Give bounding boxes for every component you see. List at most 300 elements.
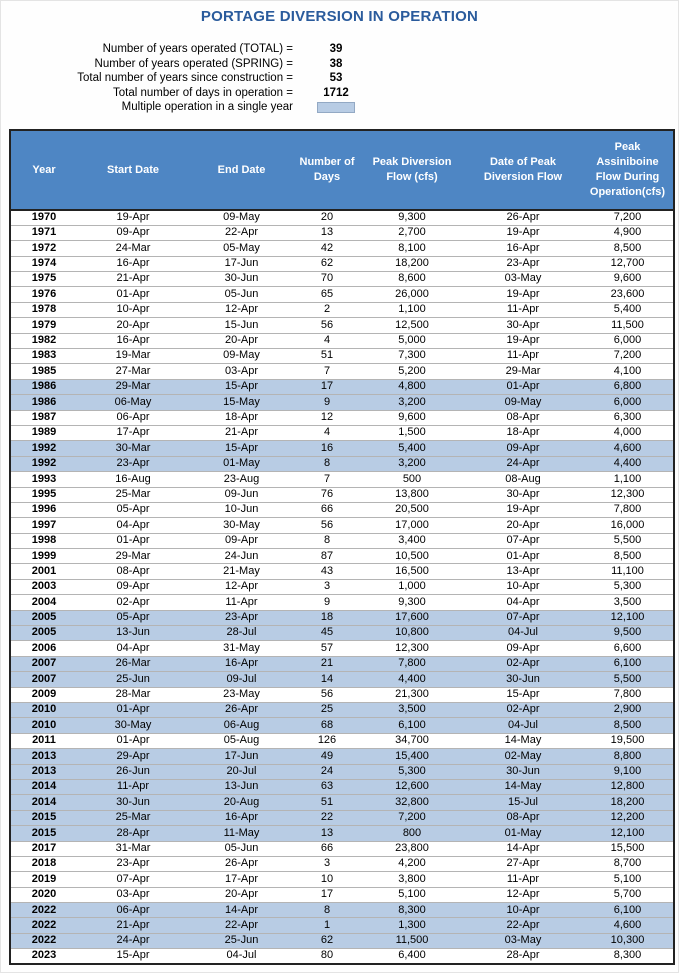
table-row	[10, 456, 674, 471]
cell-year: 1993	[10, 472, 77, 487]
cell-days: 9	[294, 595, 360, 610]
cell-year: 2013	[10, 764, 77, 779]
cell-year: 2023	[10, 949, 77, 964]
cell-peak-date: 03-May	[464, 272, 582, 287]
cell-assiniboine-flow: 16,000	[582, 518, 674, 533]
cell-peak-flow: 8,300	[360, 903, 464, 918]
cell-days: 17	[294, 379, 360, 394]
cell-peak-date: 07-Apr	[464, 533, 582, 548]
cell-assiniboine-flow: 1,100	[582, 472, 674, 487]
cell-year: 2005	[10, 626, 77, 641]
cell-year: 1983	[10, 349, 77, 364]
cell-peak-flow: 15,400	[360, 749, 464, 764]
cell-days: 8	[294, 456, 360, 471]
cell-peak-flow: 3,500	[360, 703, 464, 718]
cell-year: 2004	[10, 595, 77, 610]
cell-days: 63	[294, 779, 360, 794]
cell-peak-date: 14-May	[464, 779, 582, 794]
cell-assiniboine-flow: 11,100	[582, 564, 674, 579]
cell-peak-flow: 6,400	[360, 949, 464, 964]
cell-assiniboine-flow: 4,600	[582, 441, 674, 456]
cell-year: 2015	[10, 810, 77, 825]
cell-peak-flow: 8,100	[360, 241, 464, 256]
cell-assiniboine-flow: 8,300	[582, 949, 674, 964]
table-row	[10, 379, 674, 394]
cell-end-date: 16-Apr	[189, 810, 294, 825]
cell-days: 7	[294, 364, 360, 379]
table-row	[10, 779, 674, 794]
cell-days: 24	[294, 764, 360, 779]
cell-end-date: 22-Apr	[189, 918, 294, 933]
table-row	[10, 703, 674, 718]
table-row	[10, 918, 674, 933]
cell-year: 2020	[10, 887, 77, 902]
cell-year: 1986	[10, 379, 77, 394]
cell-end-date: 21-May	[189, 564, 294, 579]
table-row	[10, 841, 674, 856]
cell-peak-date: 19-Apr	[464, 333, 582, 348]
cell-end-date: 05-Jun	[189, 287, 294, 302]
cell-start-date: 01-Apr	[77, 733, 189, 748]
cell-peak-date: 02-Apr	[464, 656, 582, 671]
cell-year: 2005	[10, 610, 77, 625]
cell-assiniboine-flow: 7,800	[582, 502, 674, 517]
cell-assiniboine-flow: 6,100	[582, 656, 674, 671]
cell-start-date: 20-Apr	[77, 318, 189, 333]
summary-label: Number of years operated (TOTAL) =	[102, 43, 293, 56]
cell-peak-flow: 10,800	[360, 626, 464, 641]
summary-block	[1, 42, 379, 115]
cell-peak-flow: 5,100	[360, 887, 464, 902]
table-row	[10, 256, 674, 271]
cell-days: 70	[294, 272, 360, 287]
cell-assiniboine-flow: 4,000	[582, 425, 674, 440]
cell-start-date: 09-Apr	[77, 579, 189, 594]
cell-assiniboine-flow: 7,200	[582, 210, 674, 225]
cell-peak-flow: 20,500	[360, 502, 464, 517]
cell-days: 3	[294, 579, 360, 594]
cell-start-date: 25-Jun	[77, 672, 189, 687]
cell-days: 62	[294, 256, 360, 271]
cell-year: 1998	[10, 533, 77, 548]
cell-end-date: 11-Apr	[189, 595, 294, 610]
cell-start-date: 10-Apr	[77, 302, 189, 317]
cell-assiniboine-flow: 5,400	[582, 302, 674, 317]
cell-assiniboine-flow: 6,100	[582, 903, 674, 918]
cell-peak-date: 14-May	[464, 733, 582, 748]
cell-assiniboine-flow: 6,800	[582, 379, 674, 394]
cell-start-date: 28-Apr	[77, 826, 189, 841]
cell-end-date: 17-Jun	[189, 256, 294, 271]
cell-assiniboine-flow: 8,500	[582, 549, 674, 564]
cell-peak-date: 10-Apr	[464, 579, 582, 594]
cell-start-date: 01-Apr	[77, 533, 189, 548]
cell-days: 10	[294, 872, 360, 887]
cell-days: 13	[294, 826, 360, 841]
cell-assiniboine-flow: 9,500	[582, 626, 674, 641]
cell-days: 80	[294, 949, 360, 964]
cell-assiniboine-flow: 8,500	[582, 718, 674, 733]
cell-peak-date: 09-Apr	[464, 441, 582, 456]
table-row	[10, 872, 674, 887]
cell-end-date: 26-Apr	[189, 703, 294, 718]
cell-peak-date: 18-Apr	[464, 425, 582, 440]
cell-peak-date: 15-Apr	[464, 687, 582, 702]
cell-end-date: 23-May	[189, 687, 294, 702]
cell-assiniboine-flow: 4,900	[582, 225, 674, 240]
cell-end-date: 24-Jun	[189, 549, 294, 564]
cell-start-date: 29-Apr	[77, 749, 189, 764]
table-row	[10, 349, 674, 364]
cell-assiniboine-flow: 3,500	[582, 595, 674, 610]
cell-peak-date: 08-Aug	[464, 472, 582, 487]
cell-end-date: 01-May	[189, 456, 294, 471]
cell-peak-date: 15-Jul	[464, 795, 582, 810]
cell-start-date: 17-Apr	[77, 425, 189, 440]
cell-days: 51	[294, 349, 360, 364]
cell-days: 1	[294, 918, 360, 933]
cell-assiniboine-flow: 12,300	[582, 487, 674, 502]
cell-end-date: 09-Apr	[189, 533, 294, 548]
cell-peak-date: 11-Apr	[464, 349, 582, 364]
cell-days: 87	[294, 549, 360, 564]
cell-days: 8	[294, 533, 360, 548]
cell-year: 2013	[10, 749, 77, 764]
cell-peak-date: 19-Apr	[464, 502, 582, 517]
cell-peak-flow: 5,300	[360, 764, 464, 779]
cell-end-date: 09-May	[189, 349, 294, 364]
summary-row	[1, 57, 379, 72]
table-row	[10, 441, 674, 456]
cell-end-date: 23-Apr	[189, 610, 294, 625]
cell-start-date: 04-Apr	[77, 518, 189, 533]
cell-days: 56	[294, 318, 360, 333]
cell-start-date: 26-Jun	[77, 764, 189, 779]
table-row	[10, 502, 674, 517]
table-row	[10, 518, 674, 533]
cell-year: 2015	[10, 826, 77, 841]
cell-year: 2001	[10, 564, 77, 579]
cell-peak-date: 08-Apr	[464, 410, 582, 425]
cell-year: 2006	[10, 641, 77, 656]
table-row	[10, 533, 674, 548]
cell-peak-date: 24-Apr	[464, 456, 582, 471]
table-row	[10, 856, 674, 871]
cell-peak-date: 03-May	[464, 933, 582, 948]
cell-assiniboine-flow: 7,200	[582, 349, 674, 364]
cell-assiniboine-flow: 12,700	[582, 256, 674, 271]
cell-end-date: 09-May	[189, 210, 294, 225]
cell-start-date: 05-Apr	[77, 502, 189, 517]
cell-end-date: 25-Jun	[189, 933, 294, 948]
cell-year: 1985	[10, 364, 77, 379]
cell-peak-date: 01-Apr	[464, 379, 582, 394]
table-row	[10, 626, 674, 641]
cell-year: 1982	[10, 333, 77, 348]
cell-year: 2022	[10, 933, 77, 948]
cell-start-date: 23-Apr	[77, 856, 189, 871]
cell-peak-flow: 800	[360, 826, 464, 841]
cell-peak-flow: 12,500	[360, 318, 464, 333]
cell-assiniboine-flow: 5,500	[582, 672, 674, 687]
cell-year: 1987	[10, 410, 77, 425]
table-row	[10, 318, 674, 333]
cell-end-date: 21-Apr	[189, 425, 294, 440]
cell-days: 76	[294, 487, 360, 502]
table-row	[10, 887, 674, 902]
column-header-peak-flow: Peak Diversion Flow (cfs)	[360, 130, 464, 210]
cell-peak-flow: 4,400	[360, 672, 464, 687]
cell-start-date: 07-Apr	[77, 872, 189, 887]
cell-end-date: 05-Aug	[189, 733, 294, 748]
cell-end-date: 03-Apr	[189, 364, 294, 379]
cell-peak-flow: 17,000	[360, 518, 464, 533]
cell-peak-flow: 12,300	[360, 641, 464, 656]
cell-days: 45	[294, 626, 360, 641]
cell-peak-flow: 7,300	[360, 349, 464, 364]
cell-assiniboine-flow: 4,400	[582, 456, 674, 471]
cell-peak-date: 28-Apr	[464, 949, 582, 964]
cell-start-date: 04-Apr	[77, 641, 189, 656]
table-row	[10, 364, 674, 379]
cell-end-date: 16-Apr	[189, 656, 294, 671]
column-header-year: Year	[10, 130, 77, 210]
cell-end-date: 15-Apr	[189, 441, 294, 456]
cell-days: 13	[294, 225, 360, 240]
cell-peak-flow: 34,700	[360, 733, 464, 748]
cell-days: 42	[294, 241, 360, 256]
cell-days: 4	[294, 333, 360, 348]
cell-start-date: 27-Mar	[77, 364, 189, 379]
cell-start-date: 26-Mar	[77, 656, 189, 671]
table-row	[10, 933, 674, 948]
cell-start-date: 03-Apr	[77, 887, 189, 902]
cell-start-date: 06-Apr	[77, 903, 189, 918]
cell-days: 21	[294, 656, 360, 671]
cell-end-date: 06-Aug	[189, 718, 294, 733]
cell-start-date: 01-Apr	[77, 287, 189, 302]
cell-end-date: 22-Apr	[189, 225, 294, 240]
cell-end-date: 05-May	[189, 241, 294, 256]
cell-peak-flow: 1,300	[360, 918, 464, 933]
cell-peak-date: 11-Apr	[464, 872, 582, 887]
summary-label: Number of years operated (SPRING) =	[94, 57, 293, 70]
cell-end-date: 30-May	[189, 518, 294, 533]
cell-start-date: 16-Aug	[77, 472, 189, 487]
cell-assiniboine-flow: 12,100	[582, 610, 674, 625]
cell-days: 18	[294, 610, 360, 625]
cell-peak-date: 04-Apr	[464, 595, 582, 610]
table-row	[10, 579, 674, 594]
table-row	[10, 610, 674, 625]
cell-peak-flow: 5,400	[360, 441, 464, 456]
cell-peak-date: 30-Jun	[464, 764, 582, 779]
cell-peak-date: 04-Jul	[464, 718, 582, 733]
cell-peak-flow: 32,800	[360, 795, 464, 810]
header-row	[10, 130, 674, 210]
cell-assiniboine-flow: 12,800	[582, 779, 674, 794]
cell-peak-date: 02-May	[464, 749, 582, 764]
cell-end-date: 17-Jun	[189, 749, 294, 764]
cell-assiniboine-flow: 6,600	[582, 641, 674, 656]
cell-start-date: 16-Apr	[77, 333, 189, 348]
cell-peak-flow: 9,600	[360, 410, 464, 425]
cell-peak-date: 22-Apr	[464, 918, 582, 933]
cell-peak-flow: 13,800	[360, 487, 464, 502]
cell-year: 2019	[10, 872, 77, 887]
cell-peak-date: 16-Apr	[464, 241, 582, 256]
page-title: PORTAGE DIVERSION IN OPERATION	[200, 8, 479, 25]
summary-value: 1712	[323, 86, 349, 99]
cell-assiniboine-flow: 6,000	[582, 333, 674, 348]
cell-peak-flow: 3,400	[360, 533, 464, 548]
cell-peak-flow: 1,500	[360, 425, 464, 440]
table-row	[10, 749, 674, 764]
multi-year-legend-swatch	[317, 102, 355, 113]
cell-peak-date: 30-Jun	[464, 672, 582, 687]
column-header-end-date: End Date	[189, 130, 294, 210]
column-header-start-date: Start Date	[77, 130, 189, 210]
table-row	[10, 225, 674, 240]
table-row	[10, 472, 674, 487]
cell-peak-flow: 4,200	[360, 856, 464, 871]
cell-days: 65	[294, 287, 360, 302]
summary-row	[1, 42, 379, 57]
summary-row	[1, 100, 379, 115]
cell-peak-date: 26-Apr	[464, 210, 582, 225]
cell-assiniboine-flow: 11,500	[582, 318, 674, 333]
cell-year: 1986	[10, 395, 77, 410]
cell-year: 1992	[10, 441, 77, 456]
cell-peak-flow: 21,300	[360, 687, 464, 702]
cell-peak-flow: 1,100	[360, 302, 464, 317]
cell-peak-flow: 9,300	[360, 210, 464, 225]
cell-peak-date: 23-Apr	[464, 256, 582, 271]
cell-start-date: 19-Apr	[77, 210, 189, 225]
cell-days: 126	[294, 733, 360, 748]
cell-peak-flow: 10,500	[360, 549, 464, 564]
table-body	[10, 210, 674, 964]
cell-end-date: 04-Jul	[189, 949, 294, 964]
cell-peak-date: 07-Apr	[464, 610, 582, 625]
cell-assiniboine-flow: 19,500	[582, 733, 674, 748]
cell-year: 2007	[10, 672, 77, 687]
cell-days: 56	[294, 687, 360, 702]
table-row	[10, 810, 674, 825]
table-row	[10, 718, 674, 733]
cell-peak-flow: 5,200	[360, 364, 464, 379]
cell-start-date: 05-Apr	[77, 610, 189, 625]
cell-start-date: 29-Mar	[77, 549, 189, 564]
cell-start-date: 30-May	[77, 718, 189, 733]
cell-assiniboine-flow: 4,100	[582, 364, 674, 379]
cell-end-date: 15-Jun	[189, 318, 294, 333]
cell-peak-flow: 18,200	[360, 256, 464, 271]
summary-swatch-cell	[293, 98, 379, 116]
table-row	[10, 826, 674, 841]
cell-year: 2018	[10, 856, 77, 871]
cell-peak-date: 29-Mar	[464, 364, 582, 379]
cell-peak-date: 30-Apr	[464, 318, 582, 333]
cell-year: 1974	[10, 256, 77, 271]
cell-peak-date: 02-Apr	[464, 703, 582, 718]
cell-days: 8	[294, 903, 360, 918]
cell-assiniboine-flow: 8,700	[582, 856, 674, 871]
table-row	[10, 395, 674, 410]
cell-year: 2009	[10, 687, 77, 702]
cell-start-date: 06-Apr	[77, 410, 189, 425]
table-row	[10, 764, 674, 779]
cell-days: 3	[294, 856, 360, 871]
summary-label: Multiple operation in a single year	[121, 101, 293, 114]
cell-assiniboine-flow: 7,800	[582, 687, 674, 702]
cell-assiniboine-flow: 12,100	[582, 826, 674, 841]
table-row	[10, 302, 674, 317]
summary-value: 39	[329, 43, 343, 56]
column-header-days: Number of Days	[294, 130, 360, 210]
cell-peak-date: 30-Apr	[464, 487, 582, 502]
cell-peak-flow: 2,700	[360, 225, 464, 240]
cell-end-date: 31-May	[189, 641, 294, 656]
cell-peak-flow: 11,500	[360, 933, 464, 948]
cell-peak-flow: 16,500	[360, 564, 464, 579]
cell-days: 16	[294, 441, 360, 456]
cell-year: 2014	[10, 795, 77, 810]
cell-assiniboine-flow: 9,600	[582, 272, 674, 287]
cell-start-date: 13-Jun	[77, 626, 189, 641]
column-header-assiniboine-flow: Peak Assiniboine Flow During Operation(cfs)	[582, 130, 674, 210]
cell-start-date: 30-Jun	[77, 795, 189, 810]
cell-peak-flow: 500	[360, 472, 464, 487]
cell-days: 12	[294, 410, 360, 425]
summary-value: 38	[329, 57, 343, 70]
cell-peak-flow: 1,000	[360, 579, 464, 594]
cell-peak-flow: 4,800	[360, 379, 464, 394]
cell-year: 2003	[10, 579, 77, 594]
cell-start-date: 25-Mar	[77, 487, 189, 502]
table-row	[10, 733, 674, 748]
cell-year: 1989	[10, 425, 77, 440]
cell-assiniboine-flow: 5,100	[582, 872, 674, 887]
cell-end-date: 26-Apr	[189, 856, 294, 871]
cell-peak-flow: 3,200	[360, 456, 464, 471]
cell-end-date: 09-Jul	[189, 672, 294, 687]
cell-end-date: 18-Apr	[189, 410, 294, 425]
table-row	[10, 641, 674, 656]
cell-peak-flow: 23,800	[360, 841, 464, 856]
cell-end-date: 20-Jul	[189, 764, 294, 779]
cell-year: 2010	[10, 703, 77, 718]
cell-assiniboine-flow: 9,100	[582, 764, 674, 779]
cell-peak-flow: 3,800	[360, 872, 464, 887]
cell-peak-date: 04-Jul	[464, 626, 582, 641]
cell-start-date: 21-Apr	[77, 272, 189, 287]
cell-days: 57	[294, 641, 360, 656]
cell-assiniboine-flow: 23,600	[582, 287, 674, 302]
cell-year: 1975	[10, 272, 77, 287]
cell-start-date: 15-Apr	[77, 949, 189, 964]
cell-peak-flow: 6,100	[360, 718, 464, 733]
cell-end-date: 20-Apr	[189, 333, 294, 348]
cell-assiniboine-flow: 10,300	[582, 933, 674, 948]
cell-start-date: 24-Apr	[77, 933, 189, 948]
cell-days: 62	[294, 933, 360, 948]
cell-peak-date: 11-Apr	[464, 302, 582, 317]
table-row	[10, 672, 674, 687]
cell-start-date: 16-Apr	[77, 256, 189, 271]
table-row	[10, 903, 674, 918]
table-row	[10, 595, 674, 610]
